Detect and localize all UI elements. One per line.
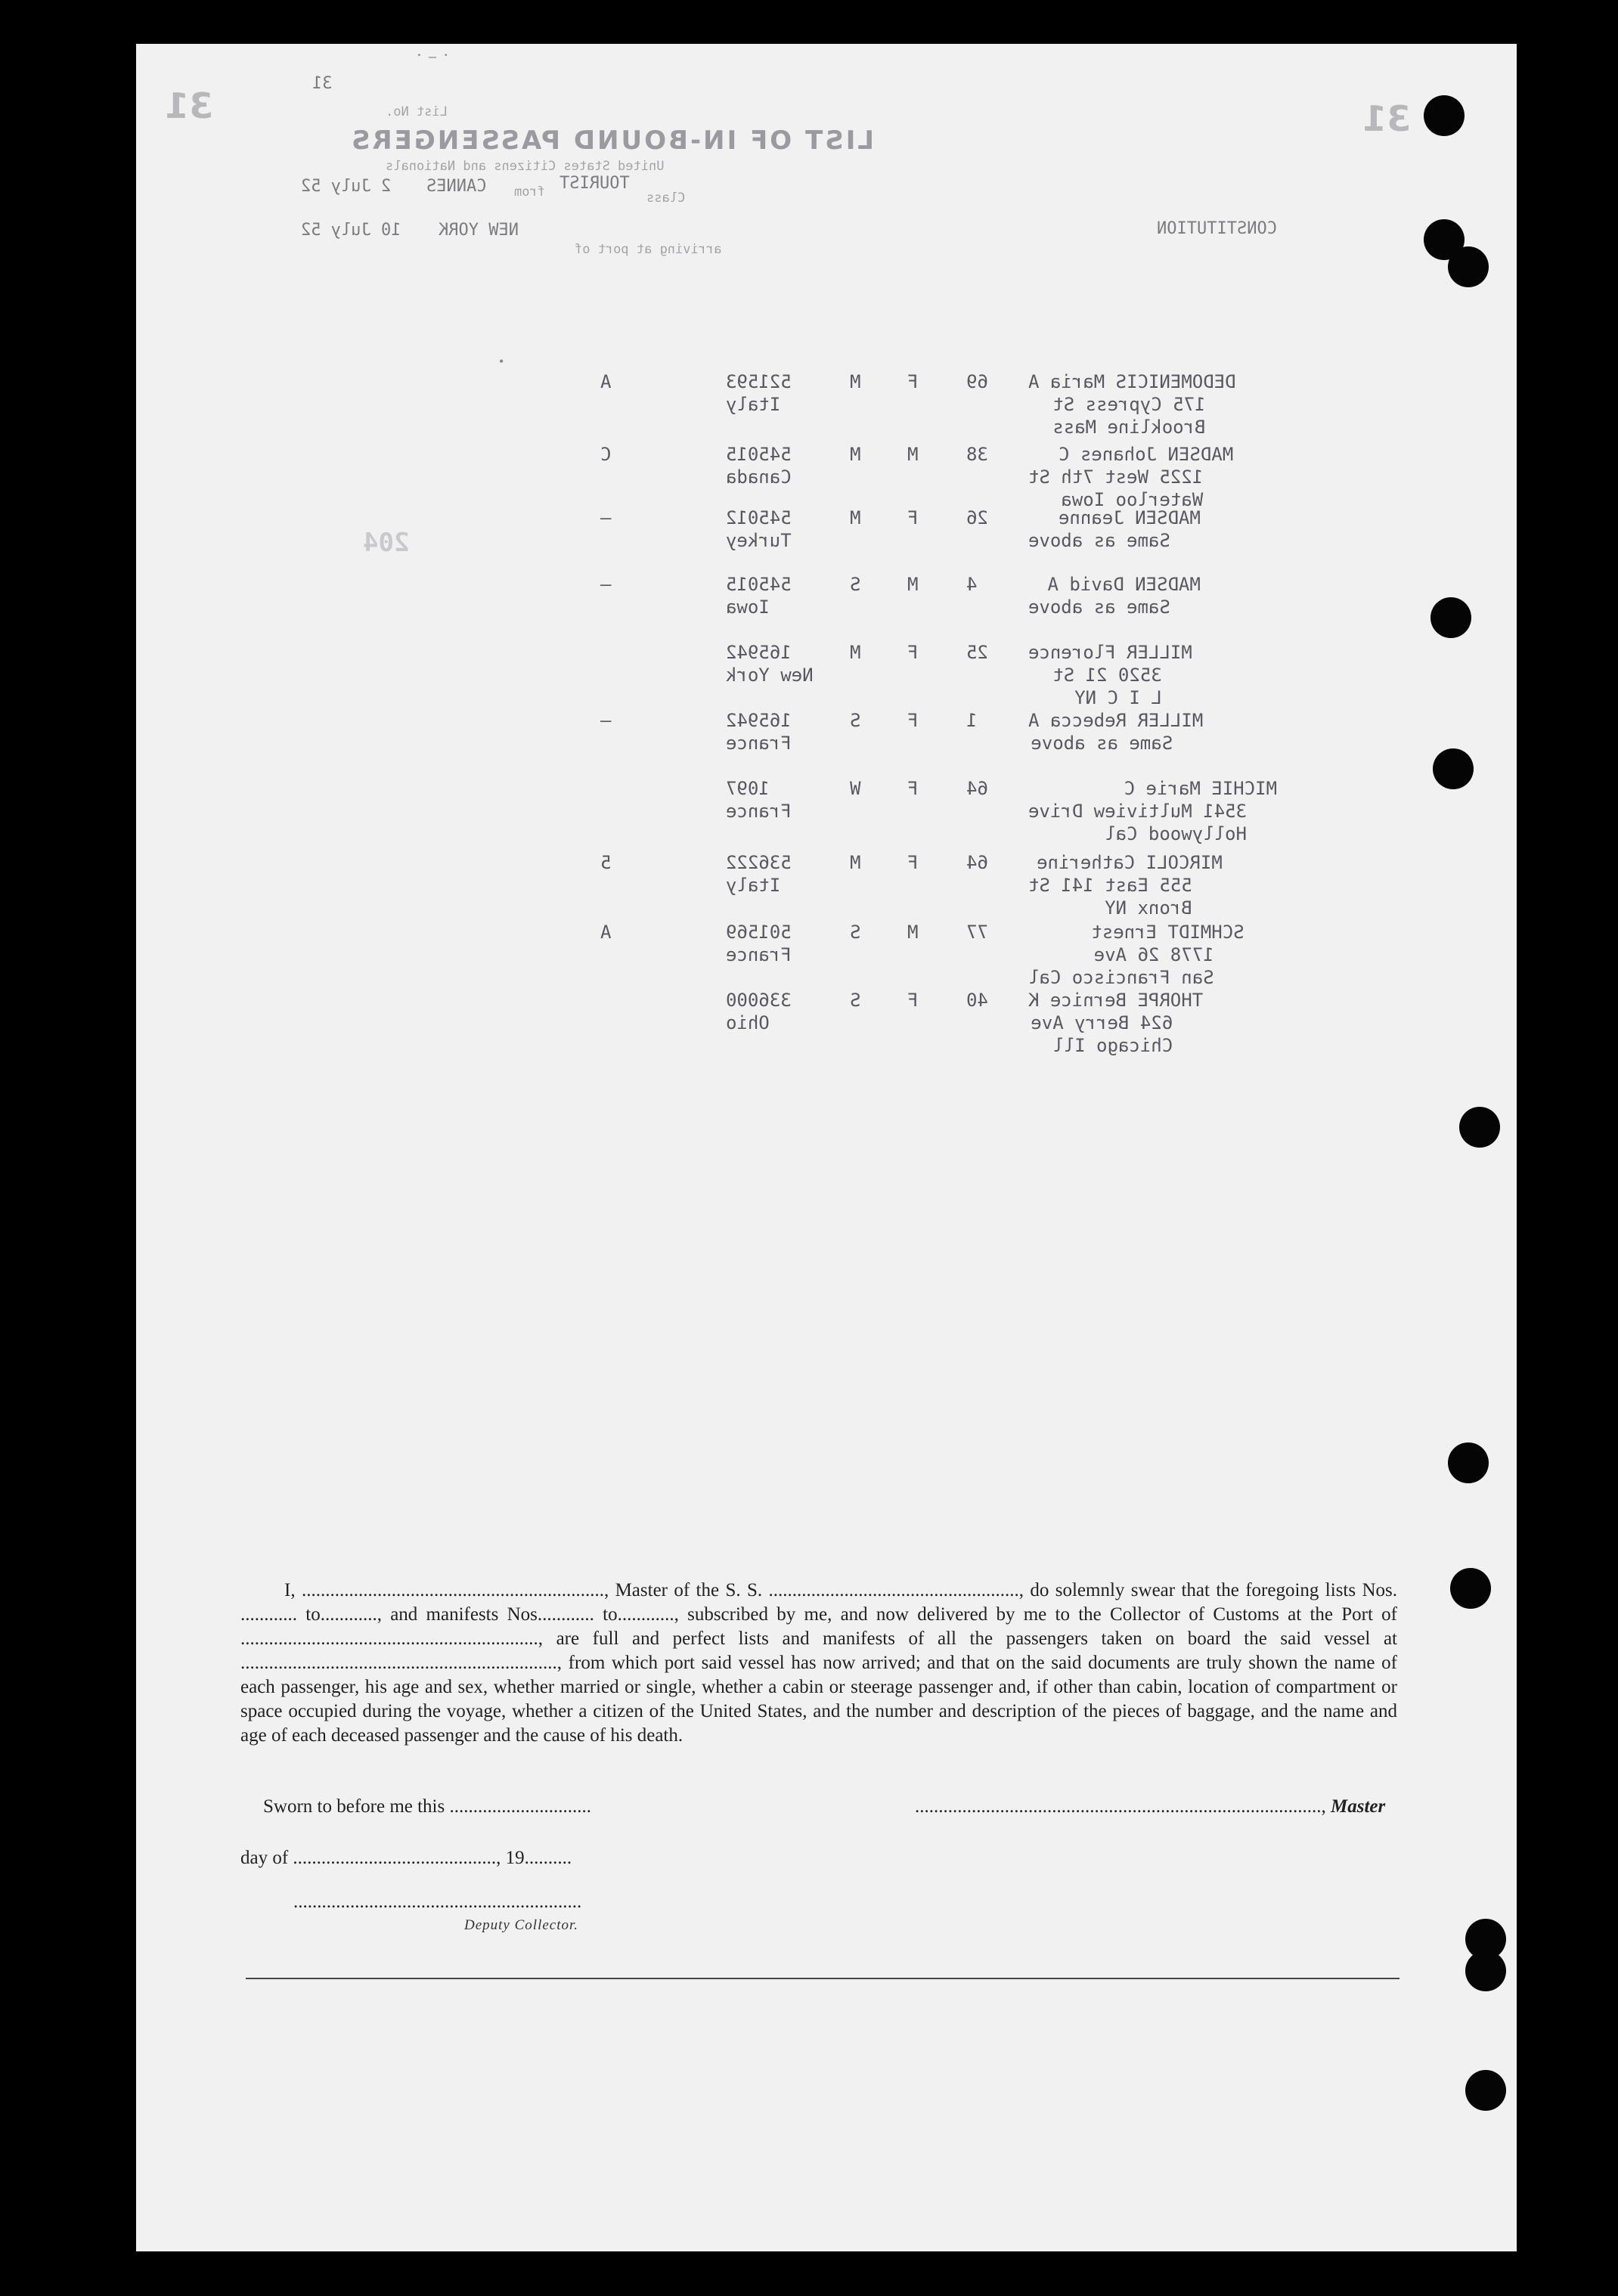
- passenger-marital: W: [850, 778, 861, 799]
- passenger-document-line: France: [726, 944, 792, 965]
- passenger-address: 1225 West 7th St: [1028, 466, 1204, 488]
- passenger-mark: 5: [600, 852, 612, 873]
- passenger-document-line: 165942: [726, 710, 792, 731]
- passenger-age: 4: [966, 574, 978, 595]
- passenger-name: MADSEN Jeanne: [1059, 507, 1201, 528]
- passenger-name-address: [1028, 851, 1223, 919]
- punch-hole: [1424, 95, 1465, 136]
- arriving-label: arriving at port of: [575, 242, 722, 257]
- passenger-name-address: [1028, 443, 1233, 511]
- passenger-address: Chicago Ill: [1052, 1035, 1173, 1056]
- passenger-name: MADSEN Johanes C: [1059, 444, 1234, 465]
- passenger-address: 555 East 141 St: [1028, 875, 1192, 896]
- passenger-mark: A: [600, 371, 612, 392]
- list-subtitle: United States Citizens and Nationals: [386, 159, 665, 174]
- passenger-sex: M: [907, 922, 919, 943]
- passenger-mark: A: [600, 922, 612, 943]
- passenger-address: Same as above: [1028, 530, 1170, 551]
- passenger-document-line: 521593: [726, 371, 792, 392]
- passenger-document-line: Turkey: [726, 530, 792, 551]
- passenger-address: 3541 Multiview Drive: [1028, 801, 1247, 822]
- passenger-marital: M: [850, 642, 861, 663]
- passenger-name-address: [1028, 641, 1192, 709]
- passenger-sex: F: [907, 990, 919, 1011]
- passenger-marital: S: [850, 922, 861, 943]
- passenger-document-line: 536222: [726, 852, 792, 873]
- passenger-document-line: Iowa: [726, 596, 770, 618]
- deputy-signature-line: .............................................................: [293, 1892, 582, 1912]
- master-signature-line: ......................................................................................,: [915, 1796, 1326, 1817]
- passenger-document: [726, 777, 792, 823]
- passenger-marital: M: [850, 852, 861, 873]
- punch-hole: [1465, 2070, 1506, 2111]
- passenger-document-line: 501569: [726, 922, 792, 943]
- passenger-marital: S: [850, 710, 861, 731]
- passenger-address: Same as above: [1028, 596, 1170, 618]
- passenger-document-line: New York: [726, 665, 814, 686]
- page-number-right: 31: [1362, 98, 1412, 139]
- passenger-document-line: France: [726, 733, 792, 754]
- passenger-marital: M: [850, 444, 861, 465]
- passenger-document-line: 545012: [726, 507, 792, 528]
- passenger-mark: —: [600, 574, 612, 595]
- passenger-age: 77: [966, 922, 988, 943]
- passenger-marital: M: [850, 371, 861, 392]
- passenger-name: DEDOMENICIS Maria A: [1028, 371, 1236, 392]
- passenger-document-line: Italy: [726, 394, 781, 415]
- punch-hole: [1448, 246, 1489, 287]
- passenger-age: 26: [966, 507, 988, 528]
- passenger-document-line: 336000: [726, 990, 792, 1011]
- arrival-date: 10 July 52: [301, 221, 401, 240]
- passenger-document-line: Italy: [726, 875, 781, 896]
- passenger-age: 1: [966, 710, 978, 731]
- punch-hole: [1459, 1107, 1500, 1148]
- arrival-port: NEW YORK: [439, 221, 519, 240]
- punch-hole: [1433, 748, 1474, 789]
- passenger-name-address: [1028, 573, 1201, 618]
- office-stamp: 204: [363, 528, 410, 558]
- passenger-address: 175 Cypress St: [1052, 394, 1206, 415]
- master-label: Master: [1331, 1796, 1386, 1817]
- passenger-address: Bronx NY: [1105, 897, 1192, 919]
- ship-name: CONSTITUTION: [1157, 219, 1277, 238]
- passenger-name: THORPE Bernice K: [1028, 990, 1204, 1011]
- manifest-page: [136, 44, 1517, 2251]
- passenger-age: 64: [966, 778, 988, 799]
- list-title: LIST OF IN-BOUND PASSENGERS: [349, 125, 874, 156]
- day-of-line: day of ..........................................., 19..........: [240, 1848, 572, 1868]
- passenger-sex: F: [907, 778, 919, 799]
- passenger-address: L I C NY: [1074, 687, 1162, 708]
- passenger-sex: M: [907, 574, 919, 595]
- passenger-name-address: [1028, 777, 1277, 845]
- from-label: from: [514, 184, 545, 200]
- passenger-sex: F: [907, 507, 919, 528]
- passenger-sex: F: [907, 371, 919, 392]
- passenger-sex: M: [907, 444, 919, 465]
- passenger-address: 3520 21 St: [1052, 665, 1162, 686]
- passenger-document: [726, 641, 814, 686]
- passenger-sex: F: [907, 710, 919, 731]
- passenger-name: MILLER Rebecca A: [1028, 710, 1204, 731]
- ink-mark: •: [499, 354, 504, 369]
- passenger-document-line: 1097: [726, 778, 770, 799]
- passenger-marital: S: [850, 574, 861, 595]
- passenger-address: Hollywood Cal: [1105, 823, 1247, 844]
- punch-hole: [1430, 597, 1471, 638]
- top-list-number: 31: [312, 74, 333, 93]
- passenger-marital: S: [850, 990, 861, 1011]
- passenger-document-line: 545015: [726, 574, 792, 595]
- sailing-date: 2 July 52: [301, 177, 392, 196]
- passenger-document-line: 165942: [726, 642, 792, 663]
- passenger-age: 38: [966, 444, 988, 465]
- deputy-collector-label: Deputy Collector.: [464, 1917, 579, 1933]
- passenger-name: MILLER Florence: [1028, 642, 1192, 663]
- passenger-document: [726, 851, 792, 897]
- passenger-sex: F: [907, 852, 919, 873]
- class-value: TOURIST: [559, 174, 630, 193]
- passenger-name-address: [1028, 989, 1203, 1057]
- passenger-age: 25: [966, 642, 988, 663]
- passenger-address: San Francisco Cal: [1028, 967, 1214, 988]
- passenger-document-line: 545015: [726, 444, 792, 465]
- passenger-name: SCHMIDT Ernest: [1091, 922, 1244, 943]
- passenger-address: Same as above: [1031, 733, 1173, 754]
- passenger-age: 40: [966, 990, 988, 1011]
- passenger-mark: —: [600, 507, 612, 528]
- class-label: Class: [646, 191, 686, 206]
- page-number-left: 31: [165, 85, 214, 126]
- passenger-name-address: [1028, 507, 1201, 552]
- passenger-age: 64: [966, 852, 988, 873]
- passenger-name-address: [1028, 921, 1244, 989]
- passenger-name-address: [1028, 370, 1236, 438]
- ink-mark: ˙ ⁻ ˙: [416, 50, 450, 72]
- oath-text: I, ................................................................, Master of the S. S. ....................................................., do solemnly swear that the foregoing lists Nos. ............ to............, and manifests Nos............ to............, subscribed by me, and now delivered by me to the Collector of Customs at the Port of ..............................................................., are full and perfect lists and manifests of all the passengers taken on board the said vessel at ..................................................................., from which port said vessel has now arrived; and that on the said documents are truly shown the name of each passenger, his age and sex, whether married or single, whether a cabin or steerage passenger and, if other than cabin, location of compartment or space occupied during the voyage, whether a citizen of the United States, and the number and description of the pieces of baggage, and the name and age of each deceased passenger and the cause of his death.: [240, 1580, 1397, 1746]
- punch-hole: [1450, 1568, 1491, 1609]
- passenger-name: MICHIE Marie C: [1124, 778, 1277, 799]
- passenger-document: [726, 507, 792, 552]
- passenger-document-line: France: [726, 801, 792, 822]
- passenger-document: [726, 573, 792, 618]
- passenger-name: MADSEN David A: [1047, 574, 1201, 595]
- sworn-line: Sworn to before me this ..............................: [263, 1796, 591, 1817]
- passenger-address: 1778 26 Ave: [1093, 944, 1214, 965]
- passenger-sex: F: [907, 642, 919, 663]
- passenger-document: [726, 443, 792, 488]
- passenger-mark: C: [600, 444, 612, 465]
- passenger-age: 69: [966, 371, 988, 392]
- from-port: CANNES: [426, 177, 487, 196]
- punch-hole: [1448, 1442, 1489, 1483]
- passenger-name: MIRCOLI Catherine: [1037, 852, 1223, 873]
- passenger-document-line: Ohio: [726, 1012, 770, 1033]
- passenger-address: Brookline Mass: [1052, 417, 1206, 438]
- punch-hole: [1465, 1951, 1506, 1991]
- passenger-document: [726, 921, 792, 966]
- passenger-mark: —: [600, 710, 612, 731]
- passenger-name-address: [1028, 709, 1203, 754]
- passenger-document: [726, 370, 792, 416]
- master-oath: [240, 1579, 1397, 1748]
- list-no-label: List No.: [386, 104, 448, 119]
- passenger-document-line: Canada: [726, 466, 792, 488]
- bottom-rule: [246, 1978, 1399, 1979]
- passenger-address: Waterloo Iowa: [1061, 489, 1204, 510]
- passenger-document: [726, 709, 792, 754]
- passenger-marital: M: [850, 507, 861, 528]
- passenger-address: 624 Berry Ave: [1031, 1012, 1173, 1033]
- passenger-document: [726, 989, 792, 1034]
